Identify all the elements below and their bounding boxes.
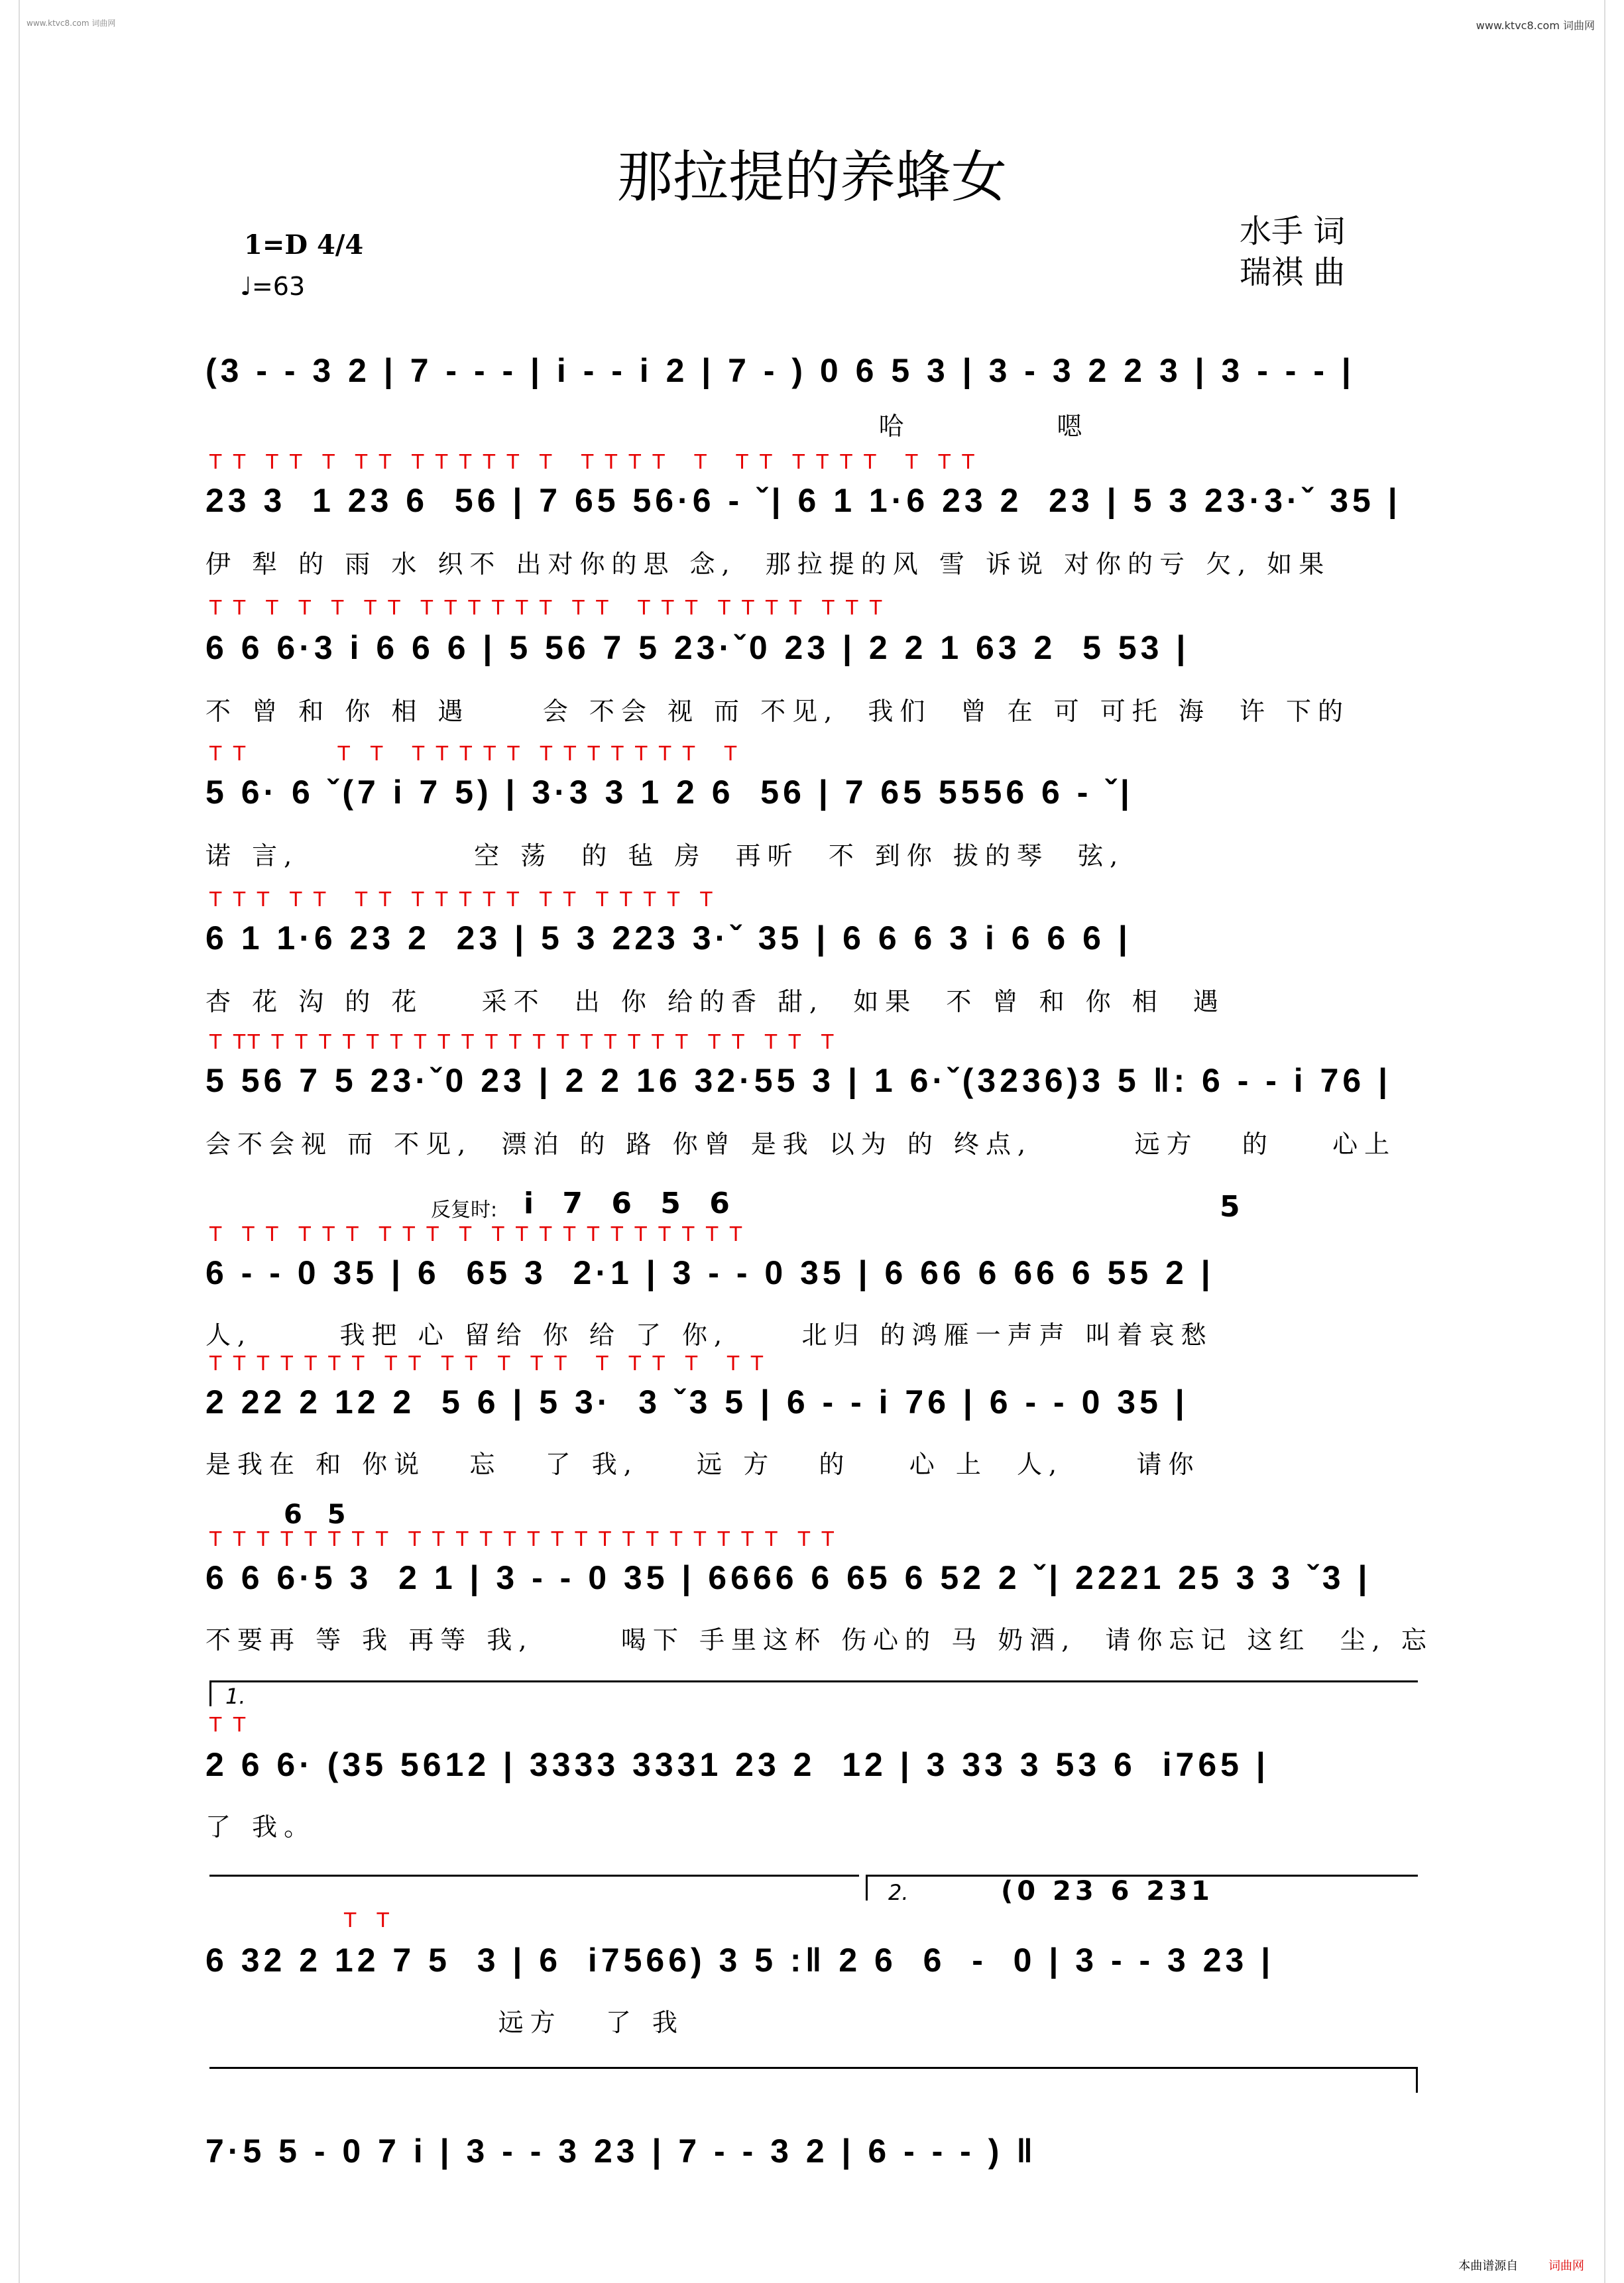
- header-right-mark: www.ktvc8.com 词曲网: [1476, 19, 1595, 32]
- lyrics-line: 了 我。: [205, 1812, 316, 1842]
- composer: 瑞祺 曲: [1240, 254, 1346, 291]
- system-3: [205, 597, 1419, 726]
- system-6: [205, 1031, 1419, 1157]
- song-title: 那拉提的养蜂女: [616, 145, 1007, 209]
- notes-line: 5 56 7 5 23·ˇ0 23 | 2 2 16 32·55 3 | 1 6·ˇ(3236)3 5 ‖: 6 - - i 76 |: [205, 1062, 1392, 1099]
- lyrics-line: 伊 犁 的 雨 水 织不 出对你的思 念, 那拉提的风 雪 诉说 对你的亏 欠, 如果: [205, 550, 1331, 579]
- volta-1-bracket: [209, 1680, 1418, 1706]
- tick-marks: T T T T T T T T T T T T T T T T T: [209, 742, 740, 766]
- tick-marks: T T T T T T T T T T T T T T T T T T T T T T T T T T T: [209, 451, 977, 474]
- tick-marks: T T T T T T T T T T T T T T T T T T T T T T T T T T: [209, 1528, 837, 1551]
- volta-1-label: 1.: [225, 1684, 246, 1709]
- notes-line: 6 1 1·6 23 2 23 | 5 3 223 3·ˇ 35 | 6 6 6 3 i 6 6 6 |: [205, 919, 1131, 957]
- lyrics-line: 不 曾 和 你 相 遇 会 不会 视 而 不见, 我们 曾 在 可 可托 海 许 下的: [205, 697, 1350, 726]
- tick-marks: T T T T T T T T T T T T T T T T T T T T T T T T T: [209, 597, 885, 620]
- lyrics-line: 人, 我把 心 留给 你 给 了 你, 北归 的鸿雁一声声 叫着哀愁: [205, 1320, 1213, 1350]
- coda-bracket: [209, 2067, 1418, 2093]
- notes-line: 2 22 2 12 2 5 6 | 5 3· 3 ˇ3 5 | 6 - - i 76 | 6 - - 0 35 |: [205, 1383, 1189, 1421]
- footer-source: 本曲谱源自: [1458, 2259, 1519, 2273]
- notes-line: 7·5 5 - 0 7 i | 3 - - 3 23 | 7 - - 3 2 | 6 - - - ) ‖: [205, 2133, 1037, 2170]
- system-7: [205, 1223, 1419, 1349]
- system-8: [205, 1352, 1419, 1478]
- lyrics-line: 是我在 和 你说 忘 了 我, 远 方 的 心 上 人, 请你: [205, 1450, 1200, 1479]
- tick-marks: T T: [209, 1909, 392, 1932]
- lyrics-line: 杏 花 沟 的 花 采不 出 你 给的香 甜, 如果 不 曾 和 你 相 遇: [205, 987, 1225, 1016]
- tick-marks: T TT T T T T T T T T T T T T T T T T T T T T T T T: [209, 1031, 837, 1054]
- tick-marks: T T T T T T T T T T T T T T T T T T T T: [209, 1352, 766, 1376]
- system-9: [205, 1528, 1433, 1655]
- credits: [1240, 211, 1345, 293]
- system-11: [205, 1909, 1419, 2042]
- volta-1-continuation: [209, 1875, 859, 1901]
- high-note: 5: [1220, 1190, 1240, 1224]
- tick-marks: T T T T T T T T T T T T T T T T T T T T T: [209, 1223, 745, 1246]
- lyricist: 水手 词: [1240, 213, 1346, 250]
- notes-line: 2 6 6· (35 5612 | 3333 3331 23 2 12 | 3 33 3 53 6 i765 |: [205, 1746, 1269, 1783]
- notes-line: (3 - - 3 2 | 7 - - - | i - - i 2 | 7 - ) 0 6 5 3 | 3 - 3 2 2 3 | 3 - - - |: [205, 352, 1355, 389]
- lyrics-line: 诺 言, 空 荡 的 毡 房 再听 不 到你 拔的琴 弦,: [205, 841, 1125, 870]
- notes-line: 5 6· 6 ˇ(7 i 7 5) | 3·3 3 1 2 6 56 | 7 65 5556 6 - ˇ|: [205, 774, 1133, 811]
- lyrics-line: 不要再 等 我 再等 我, 喝下 手里这杯 伤心的 马 奶酒, 请你忘记 这红 尘, 忘: [205, 1625, 1433, 1655]
- repeat-label: 反复时:: [431, 1199, 498, 1222]
- system-10: [205, 1714, 1419, 1846]
- notes-line: 6 6 6·3 i 6 6 6 | 5 56 7 5 23·ˇ0 23 | 2 2 1 63 2 5 53 |: [205, 629, 1190, 666]
- lyrics-line: 远方 了 我: [205, 2008, 684, 2037]
- system-12: [205, 2101, 1419, 2188]
- tick-marks: T T: [209, 1714, 249, 1737]
- lyrics-line: 哈 嗯: [205, 412, 1089, 441]
- footer-brand[interactable]: 词曲网: [1548, 2259, 1584, 2273]
- notes-line: 6 32 2 12 7 5 3 | 6 i7566) 3 5 :‖ 2 6 6 - 0 | 3 - - 3 23 |: [205, 1942, 1275, 1979]
- notes-line: 6 6 6·5 3 2 1 | 3 - - 0 35 | 6666 6 65 6 52 2 ˇ| 2221 25 3 3 ˇ3 |: [205, 1559, 1371, 1596]
- tempo-marking: ♩=63: [240, 272, 306, 301]
- system-5: [205, 888, 1419, 1014]
- alt-notes: 6 5: [284, 1499, 354, 1530]
- system-2: [205, 451, 1419, 577]
- volta-2-label: 2.: [888, 1880, 909, 1905]
- tick-marks: T T T T T T T T T T T T T T T T T T T: [209, 888, 715, 911]
- header-left-mark: www.ktvc8.com 词曲网: [27, 19, 116, 28]
- footer: [1458, 2256, 1584, 2274]
- repeat-notes: i 7 6 5 6: [524, 1187, 739, 1220]
- system-4: [205, 742, 1419, 868]
- notes-line: 23 3 1 23 6 56 | 7 65 56·6 - ˇ| 6 1 1·6 23 2 23 | 5 3 23·3·ˇ 35 |: [205, 482, 1401, 519]
- lyrics-line: 会不会视 而 不见, 漂泊 的 路 你曾 是我 以为 的 终点, 远方 的 心上: [205, 1130, 1397, 1159]
- notes-line: 6 - - 0 35 | 6 65 3 2·1 | 3 - - 0 35 | 6 66 6 66 6 55 2 |: [205, 1254, 1214, 1291]
- key-signature: 1=D 4/4: [244, 229, 364, 261]
- system-1: [205, 345, 1419, 441]
- volta-2-notes: (0 23 6 231: [1001, 1876, 1214, 1906]
